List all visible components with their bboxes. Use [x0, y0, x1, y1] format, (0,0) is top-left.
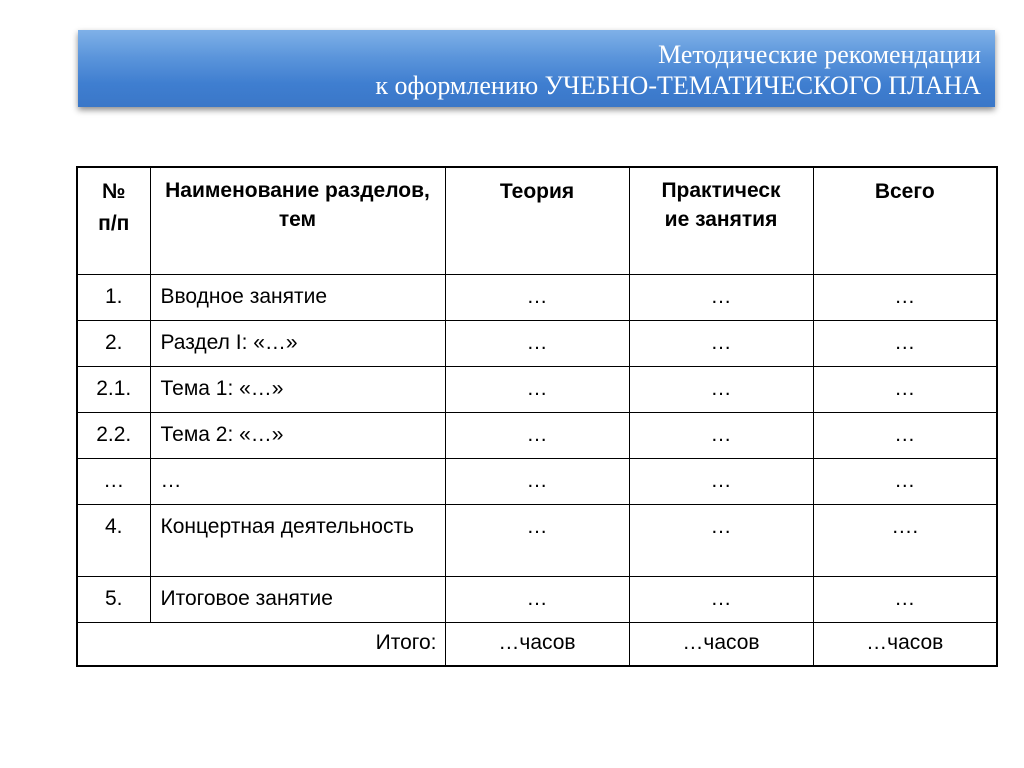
- summary-total: …часов: [813, 622, 997, 666]
- row-total: …: [813, 274, 997, 320]
- row-num: …: [77, 458, 150, 504]
- table-row: [77, 458, 997, 504]
- row-theory: …: [445, 458, 629, 504]
- row-num: 1.: [77, 274, 150, 320]
- row-theory: …: [445, 366, 629, 412]
- header-theory: Теория: [445, 167, 629, 274]
- row-name: Тема 1: «…»: [150, 366, 445, 412]
- header-practice: [629, 167, 813, 274]
- row-theory: …: [445, 504, 629, 576]
- summary-practice: …часов: [629, 622, 813, 666]
- row-total: ….: [813, 504, 997, 576]
- row-theory: …: [445, 320, 629, 366]
- row-total: …: [813, 412, 997, 458]
- summary-row: [77, 622, 997, 666]
- title-line-1: Методические рекомендации: [658, 40, 981, 69]
- row-name: Вводное занятие: [150, 274, 445, 320]
- row-name: Итоговое занятие: [150, 576, 445, 622]
- table-header-row: [77, 167, 997, 274]
- row-practice: …: [629, 412, 813, 458]
- summary-theory: …часов: [445, 622, 629, 666]
- row-name: Концертная деятельность: [150, 504, 445, 576]
- row-total: …: [813, 458, 997, 504]
- table-row: [77, 504, 997, 576]
- summary-label: Итого:: [77, 622, 445, 666]
- row-theory: …: [445, 412, 629, 458]
- title-line-2: к оформлению УЧЕБНО-ТЕМАТИЧЕСКОГО ПЛАНА: [375, 71, 981, 100]
- row-num: 2.2.: [77, 412, 150, 458]
- table-row: [77, 320, 997, 366]
- header-name: Наименование разделов, тем: [150, 167, 445, 274]
- row-name: Тема 2: «…»: [150, 412, 445, 458]
- row-practice: …: [629, 576, 813, 622]
- table-row: [77, 412, 997, 458]
- row-num: 2.: [77, 320, 150, 366]
- row-total: …: [813, 576, 997, 622]
- header-num-symbol: №: [102, 180, 126, 203]
- row-theory: …: [445, 576, 629, 622]
- row-name: Раздел I: «…»: [150, 320, 445, 366]
- row-num: 5.: [77, 576, 150, 622]
- title-banner: [78, 30, 995, 107]
- row-practice: …: [629, 366, 813, 412]
- row-total: …: [813, 366, 997, 412]
- header-practice-part1: Практическ: [661, 179, 781, 202]
- row-practice: …: [629, 320, 813, 366]
- table-row: [77, 274, 997, 320]
- header-total: Всего: [813, 167, 997, 274]
- row-practice: …: [629, 458, 813, 504]
- header-practice-part2: ие занятия: [664, 208, 778, 231]
- row-practice: …: [629, 274, 813, 320]
- header-num-label: п/п: [98, 212, 130, 235]
- table-row: [77, 576, 997, 622]
- row-num: 2.1.: [77, 366, 150, 412]
- row-name: …: [150, 458, 445, 504]
- curriculum-table: [76, 166, 998, 667]
- row-practice: …: [629, 504, 813, 576]
- row-total: …: [813, 320, 997, 366]
- header-num: [77, 167, 150, 274]
- row-theory: …: [445, 274, 629, 320]
- row-num: 4.: [77, 504, 150, 576]
- table-row: [77, 366, 997, 412]
